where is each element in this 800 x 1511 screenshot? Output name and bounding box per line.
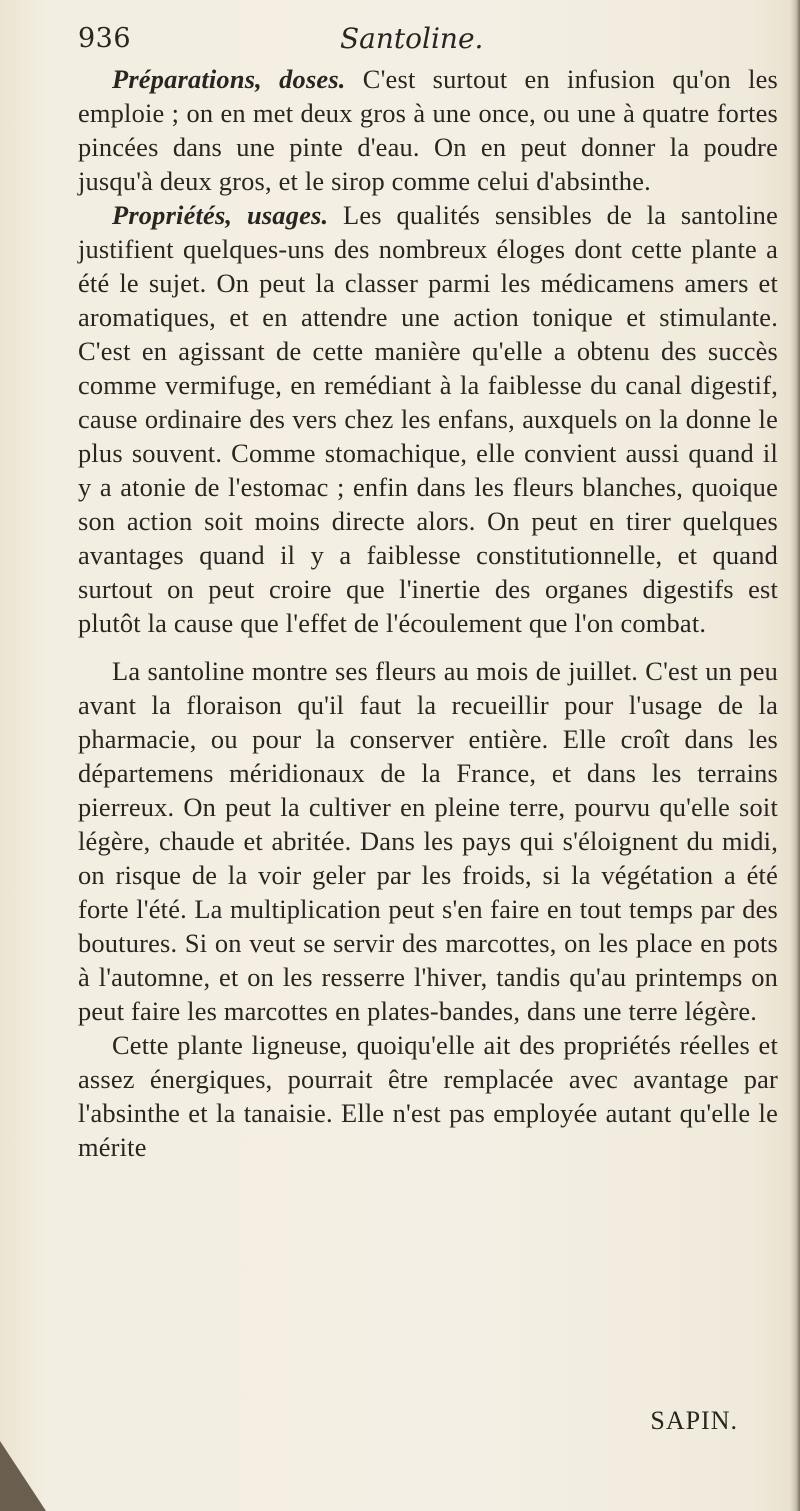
- paragraph-conclusion: [78, 1028, 778, 1164]
- running-title: Santoline.: [340, 22, 484, 55]
- page-number: 936: [78, 23, 132, 54]
- page-corner-mark: [0, 1441, 46, 1511]
- paragraph-flowering: [78, 654, 778, 1028]
- paragraph-text: Cette plante ligneuse, quoiqu'elle ait des propriétés réelles et assez énergiques, pourrait être remplacée avec avantage par l'absinthe et la tanaisie. Elle n'est pas employée autant qu'elle le mérite: [78, 1030, 778, 1162]
- page-header: [78, 18, 738, 60]
- paragraph-text: Les qualités sensibles de la santoline justifient quelques-uns des nombreux éloges dont cette plante a été le sujet. On peut la classer parmi les médicamens amers et aromatiques, et en attendre une action tonique et stimulante. C'est en agissant de cette manière qu'elle a obtenu des succès comme vermifuge, en remédiant à la faiblesse du canal digestif, cause ordinaire des vers chez les enfans, auxquels on la donne le plus souvent. Comme stomachique, elle convient aussi quand il y a atonie de l'estomac ; enfin dans les fleurs blanches, quoique son action soit moins directe alors. On peut en tirer quelques avantages quand il y a faiblesse constitutionnelle, et quand surtout on peut croire que l'inertie des organes digestifs est plutôt la cause que l'effet de l'écoulement que l'on combat.: [78, 200, 778, 638]
- paragraph-lead: Propriétés, usages.: [112, 200, 329, 230]
- page-edge-shadow: [790, 0, 800, 1511]
- paragraph-text: C'est surtout en infusion qu'on les emploie ; on en met deux gros à une once, ou une à quatre fortes pincées dans une pinte d'eau. On en peut donner la poudre jusqu'à deux gros, et le sirop comme celui d'absinthe.: [78, 64, 778, 196]
- next-entry-catchword: SAPIN.: [650, 1406, 738, 1435]
- paragraph-preparations: [78, 62, 778, 198]
- paragraph-text: La santoline montre ses fleurs au mois de juillet. C'est un peu avant la floraison qu'il faut la recueillir pour l'usage de la pharmacie, ou pour la conserver entière. Elle croît dans les départemens méridionaux de la France, et dans les terrains pierreux. On peut la cultiver en pleine terre, pourvu qu'elle soit légère, chaude et abritée. Dans les pays qui s'éloignent du midi, on risque de la voir geler par les froids, si la végétation a été forte l'été. La multiplication peut s'en faire en tout temps par des boutures. Si on veut se servir des marcottes, on les place en pots à l'automne, et on les resserre l'hiver, tandis qu'au printemps on peut faire les marcottes en plates-bandes, dans une terre légère.: [78, 656, 778, 1026]
- paragraph-properties: [78, 198, 778, 640]
- body-text: [78, 62, 778, 1164]
- paragraph-lead: Préparations, doses.: [112, 64, 346, 94]
